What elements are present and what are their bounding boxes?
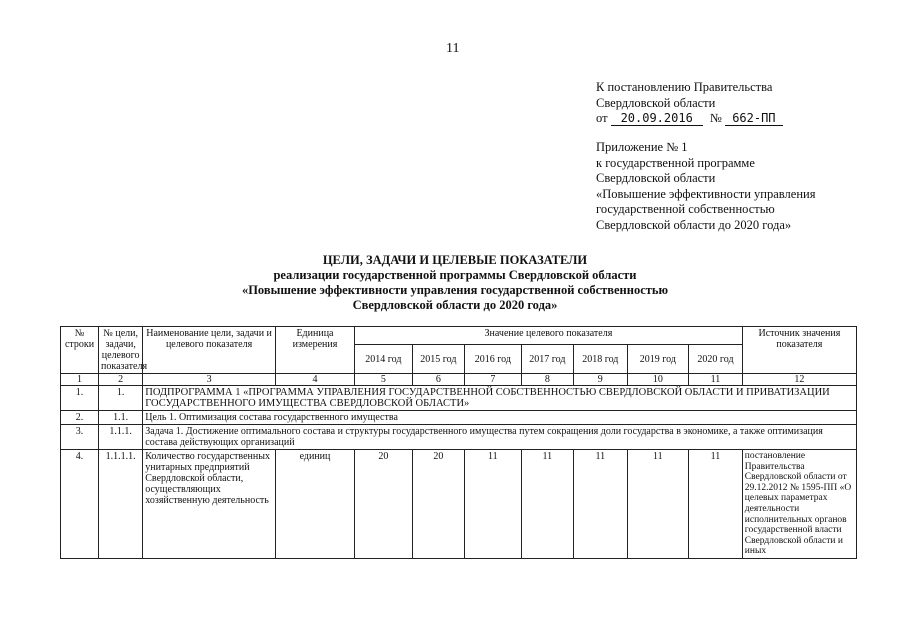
approval-date-line — [596, 111, 783, 127]
indicator-value-2018: 11 — [574, 450, 627, 559]
indicators-table — [60, 326, 857, 559]
subprogram-title: ПОДПРОГРАММА 1 «ПРОГРАММА УПРАВЛЕНИЯ ГОСУДАРСТВЕННОЙ СОБСТВЕННОСТЬЮ СВЕРДЛОВСКОЙ ОБЛАСТИ И ПРИВАТИЗАЦИИ ГОСУДАРСТВЕННОГО ИМУЩЕСТВА СВЕРДЛОВСКОЙ ОБЛАСТИ» — [143, 386, 857, 411]
indicator-value-2014: 20 — [355, 450, 413, 559]
column-number-row — [61, 374, 857, 386]
indicator-value-2016: 11 — [465, 450, 522, 559]
appendix-line: Свердловской области — [596, 171, 716, 185]
row-number: 1. — [61, 386, 99, 411]
title-line: ЦЕЛИ, ЗАДАЧИ И ЦЕЛЕВЫЕ ПОКАЗАТЕЛИ — [322, 253, 588, 267]
appendix-line: к государственной программе — [596, 155, 755, 170]
approval-date: 20.09.2016 — [611, 112, 703, 126]
column-number: 11 — [689, 374, 743, 386]
indicator-value-2017: 11 — [521, 450, 573, 559]
indicator-value-2020: 11 — [689, 450, 743, 559]
indicator-value-2015: 20 — [412, 450, 464, 559]
indicator-source: постановление Правительства Свердловской области от 29.12.2012 № 1595-ПП «О целевых параметрах деятельности исполнительных органов государственной власти Свердловской области и иных — [742, 450, 856, 559]
indicator-code: 1.1.1.1. — [99, 450, 143, 559]
row-number: 2. — [61, 411, 99, 425]
header-goal-no: № цели, задачи, целевого показателя — [99, 327, 143, 374]
column-number: 5 — [355, 374, 413, 386]
header-year: 2015 год — [412, 345, 464, 374]
table-row — [61, 386, 857, 411]
page-number: 11 — [446, 41, 460, 56]
column-number: 7 — [465, 374, 522, 386]
title-line: «Повышение эффективности управления государственной собственностью — [241, 283, 669, 297]
header-row-no: № строки — [61, 327, 99, 374]
column-number: 12 — [742, 374, 856, 386]
header-year: 2016 год — [465, 345, 522, 374]
number-label: № — [709, 111, 722, 125]
column-number: 1 — [61, 374, 99, 386]
column-number: 8 — [521, 374, 573, 386]
header-year: 2020 год — [689, 345, 743, 374]
goal-code: 1.1. — [99, 411, 143, 425]
header-source: Источник значения показателя — [742, 327, 856, 374]
header-year: 2019 год — [627, 345, 689, 374]
approval-number: 662-ПП — [725, 112, 783, 126]
appendix-block — [596, 140, 815, 233]
header-year: 2018 год — [574, 345, 627, 374]
header-name: Наименование цели, задачи и целевого показателя — [143, 327, 276, 374]
column-number: 2 — [99, 374, 143, 386]
appendix-line: Свердловской области до 2020 года» — [596, 217, 792, 232]
indicator-row — [61, 450, 857, 559]
row-number: 4. — [61, 450, 99, 559]
goal-text: Цель 1. Оптимизация состава государственного имущества — [143, 411, 857, 425]
task-text: Задача 1. Достижение оптимального состава и структуры государственного имущества путем сокращения доли государства в экономике, а также оптимизация состава действующих организаций — [143, 425, 857, 450]
appendix-line: государственной собственностью — [596, 202, 775, 216]
column-number: 10 — [627, 374, 689, 386]
header-year: 2014 год — [355, 345, 413, 374]
column-number: 9 — [574, 374, 627, 386]
goal-code: 1. — [99, 386, 143, 411]
row-number: 3. — [61, 425, 99, 450]
title-line: Свердловской области до 2020 года» — [352, 298, 558, 312]
approval-line: К постановлению Правительства — [596, 80, 773, 94]
indicator-name: Количество государственных унитарных предприятий Свердловской области, осуществляющих хозяйственную деятельность — [143, 450, 276, 559]
title-line: реализации государственной программы Свердловской области — [273, 268, 637, 282]
from-label: от — [596, 111, 608, 125]
document-title — [150, 253, 760, 313]
column-number: 3 — [143, 374, 276, 386]
header-year: 2017 год — [521, 345, 573, 374]
table-row — [61, 411, 857, 425]
appendix-line: «Повышение эффективности управления — [596, 186, 816, 201]
appendix-line: Приложение № 1 — [596, 140, 688, 154]
header-unit: Единица измерения — [275, 327, 354, 374]
header-value-group: Значение целевого показателя — [355, 327, 743, 345]
header-row — [61, 327, 857, 345]
table-row — [61, 425, 857, 450]
indicator-value-2019: 11 — [627, 450, 689, 559]
column-number: 6 — [412, 374, 464, 386]
approval-line: Свердловской области — [596, 95, 716, 110]
column-number: 4 — [275, 374, 354, 386]
approval-block — [596, 80, 783, 127]
goal-code: 1.1.1. — [99, 425, 143, 450]
indicator-unit: единиц — [275, 450, 354, 559]
